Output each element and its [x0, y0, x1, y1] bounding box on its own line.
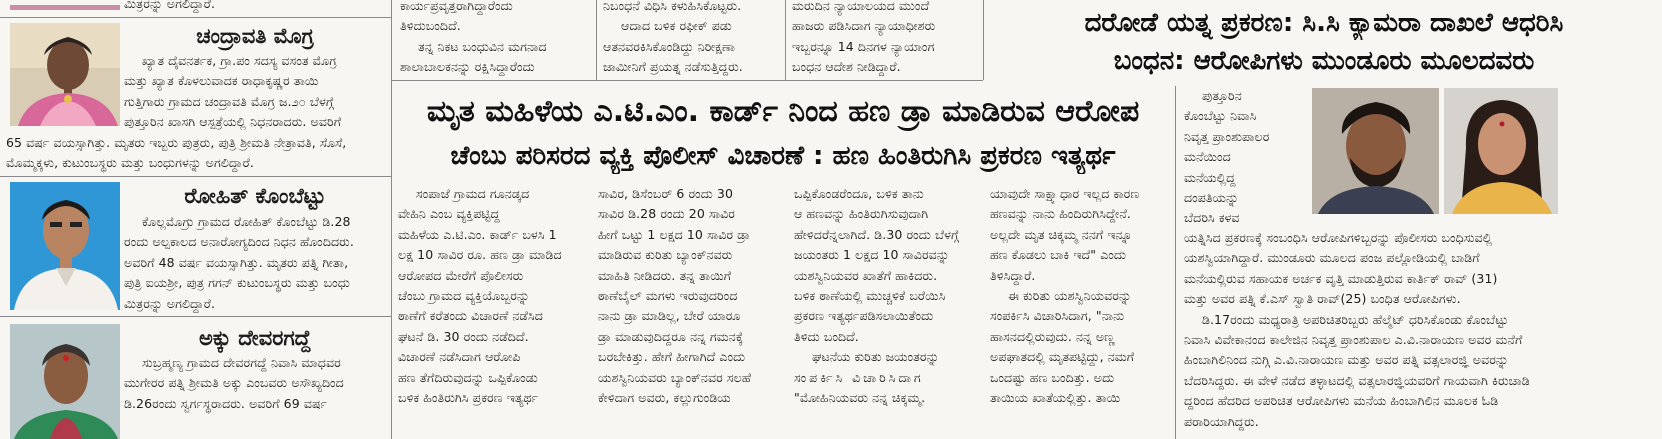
obituary-line: ಅವರಿಗೆ 48 ವರ್ಷ ವಯಸ್ಸಾಗಿತ್ತು. ಮೃತರು ಪತ್ನಿ ಗೀತಾ, [124, 254, 349, 270]
obituary-text-rohith [124, 212, 386, 314]
story-line: ಚೆಂಬು ಗ್ರಾಮದ ವ್ಯಕ್ತಿಯೊಬ್ಬರನ್ನು [398, 287, 530, 303]
story-line: ಆರೋಪದ ಮೇರೆಗೆ ಪೊಲೀಸರು [398, 267, 524, 283]
obituary-photo-akku [10, 324, 120, 439]
story-line: ಮಹಿಳೆಯ ಎ.ಟಿ.ಎಂ. ಕಾರ್ಡ್ ಬಳಸಿ 1 [398, 226, 557, 242]
column-divider-left [391, 0, 392, 439]
story-line: ದ್ದರಿಂದ ಹೆದರಿದ ಅಪರಿಚಿತ ಆರೋಪಿಗಳು ಮನೆಯ ಹಿಂಬಾಗಿಲಿನ ಮೂಲಕ ಓಡಿ [1184, 393, 1499, 409]
story-line: ಪುತ್ತೂರಿನ [1202, 88, 1242, 103]
obituary-name-akku: ಅಕ್ಕು ದೇವರಗದ್ದೆ [199, 326, 311, 350]
story-line: ಬೆದರಿಸಿ ಕಳವ [1184, 210, 1240, 226]
right-headline-line-1: ದರೋಡೆ ಯತ್ನ ಪ್ರಕರಣ: ಸಿ.ಸಿ ಕ್ಯಾಮರಾ ದಾಖಲೆ ಆಧರಿಸಿ [1084, 8, 1564, 38]
right-story-side-text [1184, 86, 1308, 229]
accused-photo-female [1444, 88, 1558, 214]
story-line: ಕೇಳಿದಾಗ ಅವರು, ಕಲ್ಲುಗುಂಡಿಯ [598, 389, 731, 405]
story-line: ಒಂದಷ್ಟು ಹಣ ಬಂದಿತ್ತು. ಅದು [990, 369, 1115, 385]
main-headline-line-1: ಮೃತ ಮಹಿಳೆಯ ಎ.ಟಿ.ಎಂ. ಕಾರ್ಡ್ ನಿಂದ ಹಣ ಡ್ರಾ ಮಾಡಿರುವ ಆರೋಪ [426, 94, 1140, 129]
story-line: "ಮೋಹಿನಿಯವರು ನನ್ನ ಚಿಕ್ಕಮ್ಮ. [794, 389, 926, 405]
story-line: ಬೆದರಿಸಿದ್ದರು. ಈ ವೇಳೆ ನಡೆದ ತಳ್ಳಾಟದಲ್ಲಿ ವತ್ಸಲಾರಜ್ಞಿಯವರಿಗೆ ಗಾಯವಾಗಿ ಕಿರುಚಾಡಿ [1184, 372, 1530, 388]
story-line: ಒಪ್ಪಿಕೊಂಡರೆಂದೂ, ಬಳಿಕ ತಾನು [794, 186, 924, 201]
story-line: ತಿಳಿಸಿದ್ದಾರೆ. [990, 267, 1036, 283]
top-column-3 [792, 0, 978, 78]
column-line: ಬಂಧನ ಆದೇಶ ನೀಡಿದ್ದಾರೆ. [792, 59, 901, 75]
column-divider-top-1 [596, 0, 597, 80]
obituary-text-chandravathi [124, 51, 386, 133]
top-column-2 [603, 0, 781, 78]
story-line: ಅಲ್ಲದೇ ಮೃತ ಚಿಕ್ಕಮ್ಮ ನನಗೆ ಇನ್ನೂ [990, 226, 1133, 242]
story-line: ಸಂಪರ್ಕಿಸಿ ವಿಚಾರಿಸಿದಾಗ [794, 369, 924, 385]
section-divider-top [392, 80, 983, 81]
obituary-photo-chandravathi [10, 23, 120, 126]
story-line: ಸಾವಿರ, ಡಿಸೆಂಬರ್ 6 ರಂದು 30 [598, 186, 734, 201]
story-line: ಯಶಸ್ವಿನಿಯವರು ಬ್ಯಾಂಕ್‌ನವರ ಸಲಹೆ [598, 369, 752, 385]
top-column-1 [400, 0, 590, 78]
obituary-line: ಗುತ್ತಿಗಾರು ಗ್ರಾಮದ ಚಂದ್ರಾವತಿ ಮೊಗ್ರ ಜ.೨೦ ಬೆಳಗ್ಗೆ [124, 93, 334, 109]
story-line: ಘಟನೆಯ ಕುರಿತು ಜಯಂತರನ್ನು [812, 349, 940, 365]
story-line: ಡಿ.17ರಂದು ಮಧ್ಯರಾತ್ರಿ ಅಪರಿಚಿತರಿಬ್ಬರು ಹೆಲ್ಮೆಟ್ ಧರಿಸಿಕೊಂಡು ಕೊಂಬೆಟ್ಟು [1202, 311, 1509, 327]
story-line: ಬರಬೇಕಿತ್ತು. ಹೇಗೆ ಹೀಗಾಗಿದೆ ಎಂದು [598, 349, 746, 365]
right-headline-line-2: ಬಂಧನ: ಆರೋಪಿಗಳು ಮುಂಡೂರು ಮೂಲದವರು [1113, 46, 1535, 76]
story-line: ಈ ಕುರಿತು ಯಶಸ್ವಿನಿಯವರನ್ನು [1008, 287, 1132, 303]
story-line: ಅಪಘಾತದಲ್ಲಿ ಮೃತಪಟ್ಟಿದ್ದು, ನಮಗೆ [990, 349, 1135, 365]
story-line: ಹಾಸನದಲ್ಲಿರುವುದು. ನನ್ನ ಅಣ್ಣ [990, 328, 1115, 344]
column-line: ಜಾಮೀನಿಗೆ ಪ್ರಯತ್ನ ನಡೆಸುತ್ತಿದ್ದರು. [603, 59, 743, 75]
obituary-photo-top [10, 0, 120, 10]
story-line: ಯಶಸ್ವಿನಿಯವರ ಖಾತೆಗೆ ಹಾಕಿದರು. [794, 267, 938, 283]
accused-photo-male [1312, 88, 1439, 214]
story-line: ಮಾಹಿತಿ ನೀಡಿದರು. ತನ್ನ ತಾಯಿಗೆ [598, 267, 732, 283]
right-headline-top-strip [990, 0, 1658, 2]
story-line: ತಾಯಿಯ ಖಾತೆಯಲ್ಲಿತ್ತು. ತಾಯಿ [990, 389, 1121, 405]
story-line: ದಂಪತಿಯನ್ನು [1184, 189, 1239, 205]
obituary-line: ಮತ್ತು ಖ್ಯಾತ ಕೊಳಲುವಾದಕ ರಾಧಾಕೃಷ್ಣರ ತಾಯಿ [124, 73, 319, 89]
column-divider-top-2 [785, 0, 786, 80]
obituary-divider-3 [0, 316, 391, 317]
story-line: ವೇಹಿನಿ ಎಂಬ ವ್ಯಕ್ತಿಪಟ್ಟಿದ್ದ [398, 206, 500, 222]
story-line: ಜಯಂತರು 1 ಲಕ್ಷದ 10 ಸಾವಿರವನ್ನು [794, 247, 950, 263]
story-line: ಬಳಿಕ ಹಿಂತಿರುಗಿಸಿ ಪ್ರಕರಣ ಇತ್ಯರ್ಥ [398, 389, 539, 405]
obituary-line: ಮೊಮ್ಮಕ್ಕಳು, ಕುಟುಂಬಸ್ಥರು ಮತ್ತು ಬಂಧುಗಳನ್ನು ಅಗಲಿದ್ದಾರೆ. [6, 155, 254, 171]
obituary-top-line: ಮಿತ್ರರನ್ನು ಅಗಲಿದ್ದಾರೆ. [124, 0, 216, 11]
column-line: ಆದಾದ ಬಳಿಕ ರಫೀಕ್ ಪಡು [621, 18, 732, 34]
column-line: ಇಬ್ಬರನ್ನೂ 14 ದಿನಗಳ ನ್ಯಾಯಾಂಗ [792, 38, 935, 54]
column-line: ತನ್ನ ನಿಕಟ ಬಂಧುವಿನ ಮಗನಾದ [418, 38, 547, 54]
column-line: ಕಾರ್ಯಪ್ರವೃತ್ತರಾಗಿದ್ದಾರೆಂದು [400, 0, 513, 13]
column-line: ನಿಬಂಧನೆ ವಿಧಿಸಿ ಕಳುಹಿಸಿಕೊಟ್ಟರು. [603, 0, 742, 13]
column-line: ಶಾಲಾಬಾಲಕನನ್ನು ರಕ್ಷಿಸಿದ್ದಾರೆಂದು [400, 59, 535, 75]
story-line: ಠಾಣೆಗೆ ಕರೆತಂದು ವಿಚಾರಣೆ ನಡೆಸಿದ [398, 308, 543, 324]
story-line: ಹಣ ತೆಗೆದಿರುವುದನ್ನು ಒಪ್ಪಿಕೊಂಡು [398, 369, 538, 385]
story-line: ವಿಚಾರಣೆ ನಡೆಸಿದಾಗ ಆರೋಪಿ [398, 349, 521, 365]
story-line: ಹಣ ಕೊಡಲು ಬಾಕಿ ಇದೆ" ಎಂದು [990, 247, 1127, 263]
story-line: ಡ್ರಾ ಮಾಡುವುದಿದ್ದರೂ ನನ್ನ ಗಮನಕ್ಕೆ [598, 328, 744, 344]
story-line: ಕೊಂಬೆಟ್ಟು ನಿವಾಸಿ [1184, 108, 1257, 124]
obituary-line: ಪುತ್ತೂರಿನ ಖಾಸಗಿ ಆಸ್ಪತ್ರೆಯಲ್ಲಿ ನಿಧನರಾದರು. ಅವರಿಗೆ [124, 114, 342, 130]
story-line: ಮನೆಯಲ್ಲಿದ್ದ [1184, 169, 1236, 185]
obituary-line: ಪುತ್ರಿ ಐಯಶ್ರೀ, ಪುತ್ರ ಗಗನ್ ಕುಟುಂಬಸ್ಥರು ಮತ್ತು ಬಂಧು [124, 275, 350, 291]
obituary-line: ಕೊಲ್ಲಮೊಗ್ರು ಗ್ರಾಮದ ರೋಹಿತ್ ಕೊಂಬೆಟ್ಟು ಡಿ.28 [142, 214, 351, 229]
obituary-line: ಮಿತ್ರರನ್ನು ಅಗಲಿದ್ದಾರೆ. [124, 295, 216, 311]
story-line: ನಿವೃತ್ತ ಪ್ರಾಂಶುಪಾಲರ [1184, 128, 1270, 144]
right-story-body [1184, 228, 1656, 432]
column-line: ಆತನವರಕಿಸಿಕೊಂಡಿದ್ದು ನಿರೀಕ್ಷಣಾ [603, 38, 736, 54]
column-divider-right [983, 0, 984, 80]
story-line: ಸಂಪರ್ಕಿಸಿ ವಿಚಾರಿಸಿದಾಗ, "ನಾನು [990, 308, 1125, 324]
obituary-divider-1 [0, 17, 391, 18]
column-line: ಹಾಜರು ಪಡಿಸಿದಾಗ ನ್ಯಾಯಾಧೀಶರು [792, 18, 936, 34]
main-story-column-2 [598, 184, 784, 408]
main-story-column-4 [990, 184, 1170, 408]
obituary-text-chandravathi-wide [6, 133, 388, 174]
column-line: ಮರುದಿನ ನ್ಯಾಯಾಲಯದ ಮುಂದೆ [792, 0, 930, 13]
obituary-divider-2 [0, 176, 391, 177]
story-line: ಹೇಳಿದರೆನ್ನಲಾಗಿದೆ. ಡಿ.30 ರಂದು ಬೆಳಗ್ಗೆ [794, 226, 960, 242]
story-line: ತಿಳಿದು ಬಂದಿದೆ. [794, 328, 859, 344]
story-line: ಪರಾರಿಯಾಗಿದ್ದರು. [1184, 413, 1259, 429]
obituary-line: ಸುಬ್ರಹ್ಮಣ್ಯ ಗ್ರಾಮದ ದೇವರಗದ್ದೆ ನಿವಾಸಿ ಮಾಧವರ [142, 355, 341, 370]
story-line: ಹಿಂಬಾಗಿಲಿನಿಂದ ನುಗ್ಗಿ ಎ.ವಿ.ನಾರಾಯಣ ಮತ್ತು ಅವರ ಪತ್ನಿ ವತ್ಸಲಾರಜ್ಞಿ ಅವರನ್ನು [1184, 352, 1509, 368]
story-line: ಯತ್ನಿಸಿದ ಪ್ರಕರಣಕ್ಕೆ ಸಂಬಂಧಿಸಿ ಆರೋಪಿಗಳಿಬ್ಬರನ್ನು ಪೊಲೀಸರು ಬಂಧಿಸುವಲ್ಲಿ [1184, 230, 1493, 245]
obituary-line: ರಂದು ಅಲ್ಪಕಾಲದ ಅನಾರೋಗ್ಯದಿಂದ ನಿಧನ ಹೊಂದಿದರು. [124, 234, 354, 250]
column-divider-main-right [1175, 86, 1176, 439]
story-line: ಮಾಡಿರುವ ಕುರಿತು ಬ್ಯಾಂಕ್‌ನವರು [598, 247, 733, 263]
story-line: ಠಾಣೆಬೈಲ್ ಮಗಳು ಇರುವುದರಿಂದ [598, 287, 738, 303]
obituary-name-chandravathi: ಚಂದ್ರಾವತಿ ಮೊಗ್ರ [196, 24, 314, 48]
story-line: ನಾನು ಡ್ರಾ ಮಾಡಿಲ್ಲ, ಬೇರೆ ಯಾರೂ [598, 308, 741, 324]
story-line: ಆ ಹಣವನ್ನು ಹಿಂತಿರುಗಿಸುವುದಾಗಿ [794, 206, 929, 222]
obituary-name-rohith: ರೋಹಿತ್ ಕೊಂಬೆಟ್ಟು [184, 184, 326, 208]
obituary-line: 65 ವರ್ಷ ವಯಸ್ಸಾಗಿತ್ತು. ಮೃತರು ಇಬ್ಬರು ಪುತ್ರರು, ಪುತ್ರಿ ಶ್ರೀಮತಿ ನೇತ್ರಾವತಿ, ಸೊಸೆ, [6, 135, 347, 150]
main-story-column-1 [398, 184, 586, 408]
story-line: ಬಳಿಕ ಠಾಣೆಯಲ್ಲಿ ಮುಚ್ಚಳಿಕೆ ಬರೆಯಿಸಿ [794, 287, 946, 303]
obituary-line: ಖ್ಯಾತ ದೈವನರ್ತಕ, ಗ್ರಾ.ಪಂ ಸದಸ್ಯ ವಸಂತ ಮೊಗ್ರ [142, 53, 337, 68]
obituary-line: ಡಿ.26ರಂದು ಸ್ವರ್ಗಸ್ಥರಾದರು. ಅವರಿಗೆ 69 ವರ್ಷ [124, 395, 328, 411]
story-line: ಸಾವಿರ ಡಿ.28 ರಂದು 20 ಸಾವಿರ [598, 206, 736, 222]
story-line: ಯಶಸ್ವಿಯಾಗಿದ್ದಾರೆ. ಮುಂಡೂರು ಮೂಲದ ಪಂಜ ಪಲ್ಲೋಡಿಯಲ್ಲಿ ಬಾಡಿಗೆ [1184, 250, 1480, 266]
story-line: ಹಣವನ್ನು ನಾನು ಹಿಂದಿರುಗಿಸಿದ್ದೇನೆ. [990, 206, 1131, 222]
story-line: ಮನೆಯಲ್ಲಿರುವ ಸಹಾಯಕ ಅರ್ಚಕ ವೃತ್ತಿ ಮಾಡುತ್ತಿರುವ ಕಾರ್ತಿಕ್ ರಾವ್ (31) [1184, 270, 1498, 286]
story-line: ಘಟನೆ ಡಿ. 30 ರಂದು ನಡೆದಿದೆ. [398, 328, 529, 344]
obituary-line: ಮುಗೇರರ ಪತ್ನಿ ಶ್ರೀಮತಿ ಅಕ್ಕು ಎಂಬವರು ಅಸೌಖ್ಯದಿಂದ [124, 375, 344, 391]
column-line: ತಿಳಿದುಬಂದಿದೆ. [400, 18, 461, 34]
obituary-text-akku [124, 353, 386, 414]
story-line: ಯಾವುದೇ ಸಾಕ್ಷ್ಯಾಧಾರ ಇಲ್ಲದ ಕಾರಣ [990, 186, 1140, 201]
story-line: ಲಕ್ಷ 10 ಸಾವಿರ ರೂ. ಹಣ ಡ್ರಾ ಮಾಡಿದ [398, 247, 562, 263]
story-line: ಮತ್ತು ಅವರ ಪತ್ನಿ ಕೆ.ಎಸ್ ಸ್ವಾತಿ ರಾವ್(25) ಬಂಧಿತ ಆರೋಪಿಗಳು. [1184, 291, 1461, 307]
story-line: ಪ್ರಕರಣ ಇತ್ಯರ್ಥಪಡಿಸಲಾಯಿತೆಂದು [794, 308, 934, 324]
story-line: ಹೀಗೆ ಒಟ್ಟು 1 ಲಕ್ಷದ 10 ಸಾವಿರ ಡ್ರಾ [598, 226, 751, 242]
story-line: ನಿವಾಸಿ ವಿವೇಕಾನಂದ ಕಾಲೇಜಿನ ನಿವೃತ್ತ ಪ್ರಾಂಶುಪಾಲ ಎ.ವಿ.ನಾರಾಯಣ ಅವರ ಮನೆಗೆ [1184, 331, 1523, 347]
main-story-column-3 [794, 184, 980, 408]
main-headline-line-2: ಚೆಂಬು ಪರಿಸರದ ವ್ಯಕ್ತಿ ಪೊಲೀಸ್ ವಿಚಾರಣೆ : ಹಣ ಹಿಂತಿರುಗಿಸಿ ಪ್ರಕರಣ ಇತ್ಯರ್ಥ [450, 141, 1116, 171]
obituary-photo-rohith [10, 182, 120, 310]
story-line: ಸಂಪಾಜೆ ಗ್ರಾಮದ ಗೂನಡ್ಕದ [416, 186, 530, 201]
story-line: ಮನೆಯಿಂದ [1184, 149, 1231, 165]
